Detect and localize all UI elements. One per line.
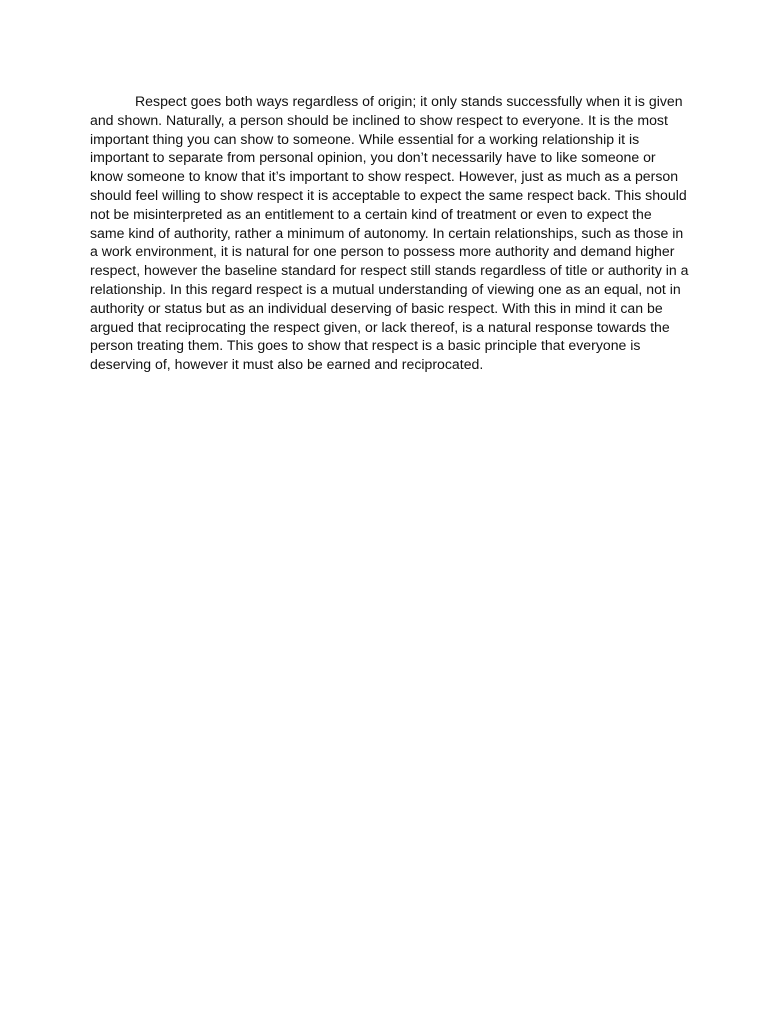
body-paragraph [90, 92, 690, 374]
paragraph-line-1: Respect goes both ways regardless of origin; it only stands successfully when it is given [135, 93, 683, 109]
paragraph-line-14: person treating them. This goes to show that respect is a basic principle that everyone is [90, 337, 641, 354]
paragraph-line-15: deserving of, however it must also be earned and reciprocated. [90, 356, 484, 373]
paragraph-line-8: same kind of authority, rather a minimum of autonomy. In certain relationships, such as those in [90, 224, 684, 241]
paragraph-line-9: a work environment, it is natural for one person to possess more authority and demand higher [90, 243, 675, 260]
paragraph-line-6: should feel willing to show respect it is acceptable to expect the same respect back. This should [90, 186, 687, 203]
paragraph-line-7: not be misinterpreted as an entitlement to a certain kind of treatment or even to expect the [90, 205, 652, 222]
paragraph-line-3: important thing you can show to someone. While essential for a working relationship it is [90, 130, 640, 147]
paragraph-line-13: argued that reciprocating the respect given, or lack thereof, is a natural response towards the [90, 318, 670, 335]
paragraph-line-11: relationship. In this regard respect is a mutual understanding of viewing one as an equal, not in [90, 280, 681, 297]
paragraph-line-10: respect, however the baseline standard for respect still stands regardless of title or authority in a [90, 262, 689, 279]
paragraph-line-12: authority or status but as an individual deserving of basic respect. With this in mind it can be [90, 299, 663, 316]
paragraph-line-4: important to separate from personal opinion, you don’t necessarily have to like someone or [90, 149, 656, 166]
paragraph-line-5: know someone to know that it’s important to show respect. However, just as much as a person [90, 168, 679, 185]
paragraph-line-2: and shown. Naturally, a person should be inclined to show respect to everyone. It is the most [90, 111, 668, 128]
